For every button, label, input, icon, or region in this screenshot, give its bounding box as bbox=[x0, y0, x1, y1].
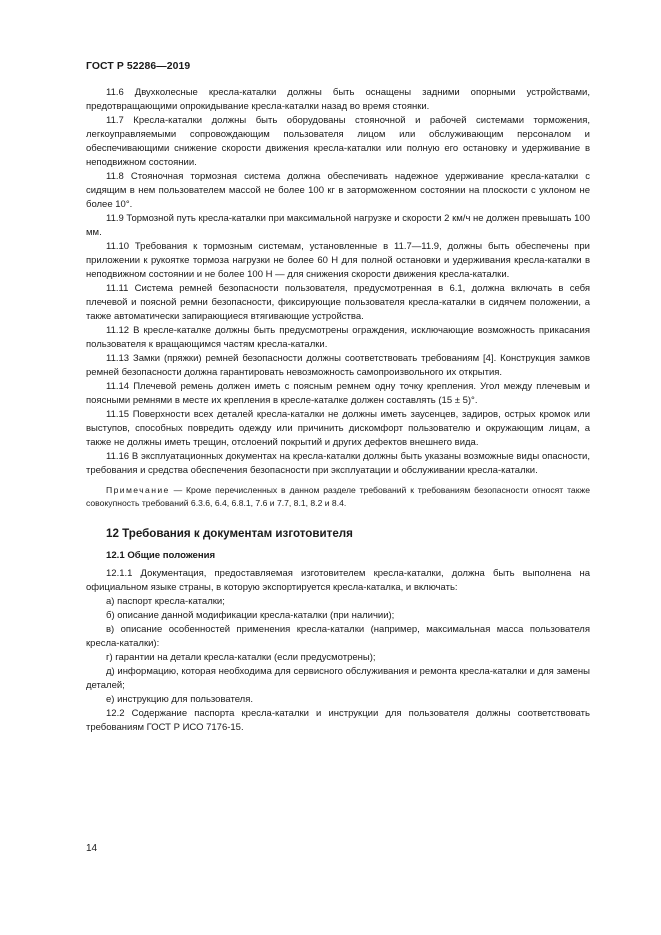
list-item-b: б) описание данной модификации кресла-каталки (при наличии); bbox=[106, 610, 395, 621]
paragraph-11-14: 11.14 Плечевой ремень должен иметь с поясным ремнем одну точку крепления. Угол между плечевым и поясными ремнями в месте их крепления в кресле-каталке должен составлять (15 ± 5)°. bbox=[86, 381, 590, 406]
page-content bbox=[86, 86, 590, 735]
list-item-v: в) описание особенностей применения кресла-каталки (например, максимальная масса пользователя кресла-каталки): bbox=[86, 624, 590, 649]
paragraph-11-7: 11.7 Кресла-каталки должны быть оборудованы стояночной и рабочей системами торможения, легкоуправляемыми сопровождающим пользователя лицом или обслуживающим персоналом и обеспечивающими снижение скорости движения кресла-каталки или полную его остановку и удерживание в неподвижном состоянии. bbox=[86, 115, 590, 168]
list-item-g: г) гарантии на детали кресла-каталки (если предусмотрены); bbox=[106, 652, 376, 663]
note bbox=[86, 484, 590, 509]
list-item-e: е) инструкцию для пользователя. bbox=[106, 694, 254, 705]
paragraph-11-6: 11.6 Двухколесные кресла-каталки должны быть оснащены задними опорными устройствами, предотвращающими опрокидывание кресла-каталки назад во время стоянки. bbox=[86, 87, 590, 112]
paragraph-11-12: 11.12 В кресле-каталке должны быть предусмотрены ограждения, исключающие возможность прикасания пользователя к вращающимся частям кресла-каталки. bbox=[86, 325, 590, 350]
paragraph-11-9: 11.9 Тормозной путь кресла-каталки при максимальной нагрузке и скорости 2 км/ч не должен превышать 100 мм. bbox=[86, 213, 590, 238]
paragraph-11-8: 11.8 Стояночная тормозная система должна обеспечивать надежное удерживание кресла-каталки с сидящим в нем пользователем массой не более 100 кг в заторможенном состоянии на плоскости с уклоном не более 10°. bbox=[86, 171, 590, 210]
page-number: 14 bbox=[86, 843, 98, 854]
note-label: Примечание bbox=[106, 485, 170, 495]
document-header: ГОСТ Р 52286—2019 bbox=[86, 61, 191, 72]
paragraph-11-11: 11.11 Система ремней безопасности пользователя, предусмотренная в 6.1, должна включать в себя плечевой и поясной ремни безопасности, фиксирующие пользователя кресла-каталки в сидячем положении, а также автоматически запирающиеся втягивающие устройства. bbox=[86, 283, 590, 322]
paragraph-12-1-1: 12.1.1 Документация, предоставляемая изготовителем кресла-каталки, должна быть выполнена на официальном языке страны, в которую экспортируется кресла-каталка, и включать: bbox=[86, 568, 590, 593]
paragraph-11-13: 11.13 Замки (пряжки) ремней безопасности должны соответствовать требованиям [4]. Конструкция замков ремней безопасности должна гарантировать невозможность самопроизвольного их открытия. bbox=[86, 353, 590, 378]
paragraph-12-2: 12.2 Содержание паспорта кресла-каталки и инструкции для пользователя должны соответствовать требованиям ГОСТ Р ИСО 7176-15. bbox=[86, 708, 590, 733]
note-text: — Кроме перечисленных в данном разделе требований к требованиям безопасности относят также совокупность требований 6.3.6, 6.4, 6.8.1, 7.6 и 7.7, 8.1, 8.2 и 8.4. bbox=[86, 485, 590, 508]
list-item-d: д) информацию, которая необходима для сервисного обслуживания и ремонта кресла-каталки и для замены деталей; bbox=[86, 666, 590, 691]
paragraph-11-15: 11.15 Поверхности всех деталей кресла-каталки не должны иметь заусенцев, задиров, острых кромок или выступов, способных повредить одежду или причинить дискомфорт пользователю и окружающим лицам, а также не должны иметь трещин, отслоений покрытий и других дефектов внешнего вида. bbox=[86, 409, 590, 448]
list-item-a: а) паспорт кресла-каталки; bbox=[106, 596, 225, 607]
paragraph-11-16: 11.16 В эксплуатационных документах на кресла-каталки должны быть указаны возможные виды опасности, требования и средства обеспечения безопасности при эксплуатации и обслуживании кресла-каталки. bbox=[86, 451, 590, 476]
paragraph-11-10: 11.10 Требования к тормозным системам, установленные в 11.7—11.9, должны быть обеспечены при приложении к рукоятке тормоза нагрузки не более 60 Н для полной остановки и удерживания кресла-каталки в неподвижном состоянии и не более 100 Н — для снижения скорости движения кресла-каталки. bbox=[86, 241, 590, 280]
section-12-heading: 12 Требования к документам изготовителя bbox=[106, 527, 353, 540]
subsection-12-1-heading: 12.1 Общие положения bbox=[106, 550, 216, 561]
